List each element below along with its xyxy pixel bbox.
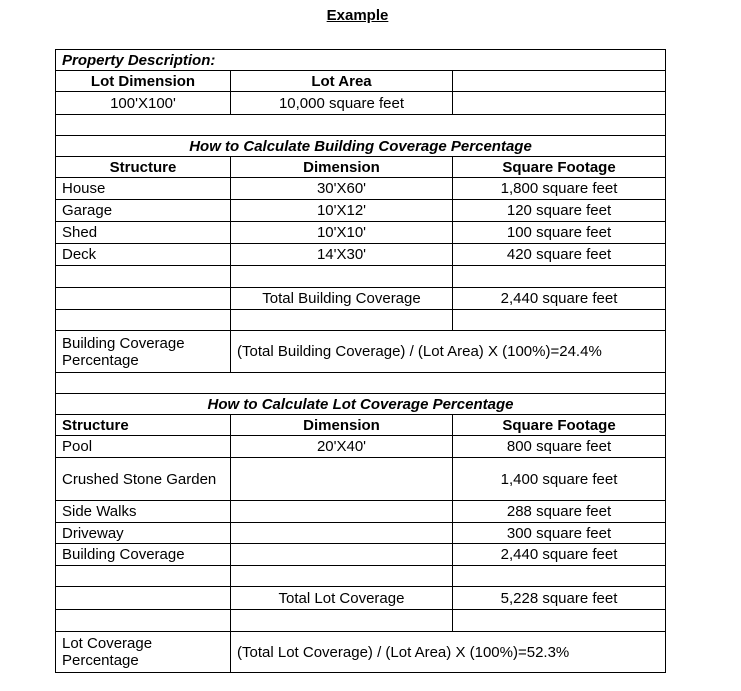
spacer-row bbox=[56, 115, 666, 136]
empty-cell bbox=[453, 71, 666, 92]
lot-area-label: Lot Area bbox=[231, 71, 453, 92]
lot-total-row bbox=[56, 587, 666, 610]
sqft-cell: 2,440 square feet bbox=[453, 544, 666, 566]
building-total-label: Total Building Coverage bbox=[231, 288, 453, 310]
empty-cell bbox=[231, 310, 453, 331]
dimension-cell: 10'X12' bbox=[231, 200, 453, 222]
lot-percentage-row bbox=[56, 632, 666, 673]
lot-dimension-label: Lot Dimension bbox=[56, 71, 231, 92]
spacer-cell bbox=[56, 373, 666, 394]
building-total-value: 2,440 square feet bbox=[453, 288, 666, 310]
dimension-cell bbox=[231, 458, 453, 501]
spacer-row bbox=[56, 373, 666, 394]
structure-cell: Shed bbox=[56, 222, 231, 244]
lot-heading: How to Calculate Lot Coverage Percentage bbox=[56, 394, 666, 415]
lot-dimension-value: 100'X100' bbox=[56, 92, 231, 115]
table-row bbox=[56, 544, 666, 566]
sqft-cell: 120 square feet bbox=[453, 200, 666, 222]
structure-cell: Crushed Stone Garden bbox=[56, 458, 231, 501]
sqft-cell: 800 square feet bbox=[453, 436, 666, 458]
lot-percentage-formula: (Total Lot Coverage) / (Lot Area) X (100%)=52.3% bbox=[231, 632, 666, 673]
empty-cell bbox=[453, 566, 666, 587]
empty-cell bbox=[453, 92, 666, 115]
lot-area-value: 10,000 square feet bbox=[231, 92, 453, 115]
dimension-cell: 10'X10' bbox=[231, 222, 453, 244]
empty-cell bbox=[231, 610, 453, 632]
table-row bbox=[56, 200, 666, 222]
spacer-row bbox=[56, 310, 666, 331]
building-col-structure: Structure bbox=[56, 157, 231, 178]
sqft-cell: 300 square feet bbox=[453, 523, 666, 544]
lot-percentage-label: Lot Coverage Percentage bbox=[56, 632, 231, 673]
building-col-square-footage: Square Footage bbox=[453, 157, 666, 178]
empty-cell bbox=[453, 610, 666, 632]
empty-cell bbox=[56, 310, 231, 331]
property-header-row bbox=[56, 71, 666, 92]
building-heading: How to Calculate Building Coverage Percentage bbox=[56, 136, 666, 157]
property-value-row bbox=[56, 92, 666, 115]
lot-col-square-footage: Square Footage bbox=[453, 415, 666, 436]
structure-cell: Building Coverage bbox=[56, 544, 231, 566]
spacer-row bbox=[56, 610, 666, 632]
building-heading-row bbox=[56, 136, 666, 157]
empty-cell bbox=[56, 610, 231, 632]
table-row bbox=[56, 178, 666, 200]
lot-total-label: Total Lot Coverage bbox=[231, 587, 453, 610]
table-row bbox=[56, 458, 666, 501]
sqft-cell: 1,800 square feet bbox=[453, 178, 666, 200]
dimension-cell: 20'X40' bbox=[231, 436, 453, 458]
empty-cell bbox=[231, 566, 453, 587]
dimension-cell bbox=[231, 501, 453, 523]
table-row bbox=[56, 436, 666, 458]
dimension-cell: 14'X30' bbox=[231, 244, 453, 266]
property-heading-row bbox=[56, 50, 666, 71]
table-row bbox=[56, 523, 666, 544]
structure-cell: Garage bbox=[56, 200, 231, 222]
sqft-cell: 420 square feet bbox=[453, 244, 666, 266]
building-total-row bbox=[56, 288, 666, 310]
structure-cell: Side Walks bbox=[56, 501, 231, 523]
structure-cell: Driveway bbox=[56, 523, 231, 544]
lot-col-dimension: Dimension bbox=[231, 415, 453, 436]
building-percentage-formula: (Total Building Coverage) / (Lot Area) X (100%)=24.4% bbox=[231, 331, 666, 373]
building-header-row bbox=[56, 157, 666, 178]
spacer-row bbox=[56, 566, 666, 587]
lot-col-structure: Structure bbox=[56, 415, 231, 436]
spacer-row bbox=[56, 266, 666, 288]
lot-total-value: 5,228 square feet bbox=[453, 587, 666, 610]
dimension-cell: 30'X60' bbox=[231, 178, 453, 200]
building-col-dimension: Dimension bbox=[231, 157, 453, 178]
table-row bbox=[56, 222, 666, 244]
page-title: Example bbox=[326, 7, 389, 24]
building-percentage-row bbox=[56, 331, 666, 373]
sqft-cell: 1,400 square feet bbox=[453, 458, 666, 501]
structure-cell: Pool bbox=[56, 436, 231, 458]
property-heading: Property Description: bbox=[56, 50, 666, 71]
lot-heading-row bbox=[56, 394, 666, 415]
empty-cell bbox=[56, 587, 231, 610]
coverage-worksheet-table bbox=[55, 49, 666, 673]
empty-cell bbox=[453, 266, 666, 288]
sqft-cell: 100 square feet bbox=[453, 222, 666, 244]
sqft-cell: 288 square feet bbox=[453, 501, 666, 523]
empty-cell bbox=[56, 266, 231, 288]
empty-cell bbox=[56, 288, 231, 310]
spacer-cell bbox=[56, 115, 666, 136]
table-row bbox=[56, 501, 666, 523]
structure-cell: Deck bbox=[56, 244, 231, 266]
table-row bbox=[56, 244, 666, 266]
lot-header-row bbox=[56, 415, 666, 436]
empty-cell bbox=[231, 266, 453, 288]
empty-cell bbox=[453, 310, 666, 331]
empty-cell bbox=[56, 566, 231, 587]
building-percentage-label: Building Coverage Percentage bbox=[56, 331, 231, 373]
structure-cell: House bbox=[56, 178, 231, 200]
dimension-cell bbox=[231, 523, 453, 544]
dimension-cell bbox=[231, 544, 453, 566]
